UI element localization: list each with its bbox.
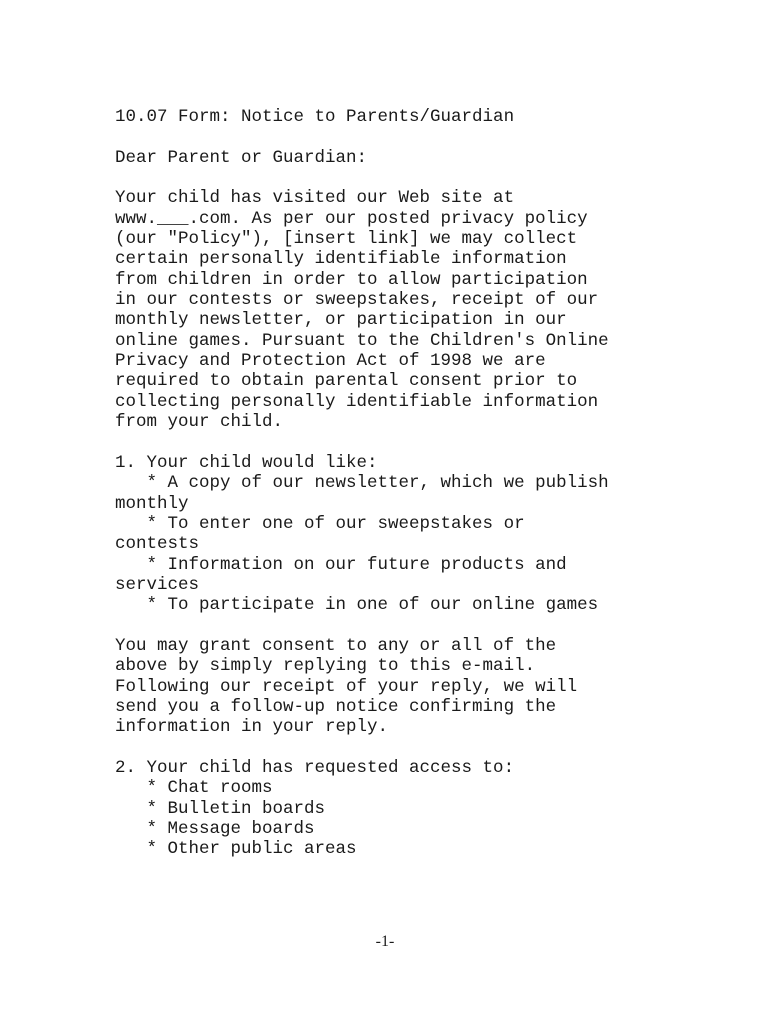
document-line: above by simply replying to this e-mail. — [115, 656, 536, 677]
document-line: send you a follow-up notice confirming the — [115, 696, 557, 717]
blank-line — [115, 127, 715, 147]
document-line: * Bulletin boards — [115, 798, 326, 819]
document-line: Your child has visited our Web site at — [115, 188, 515, 209]
document-line: in our contests or sweepstakes, receipt of our — [115, 290, 599, 311]
document-line: * Message boards — [115, 819, 315, 840]
document-line: www.___.com. As per our posted privacy policy — [115, 208, 588, 229]
document-line: monthly newsletter, or participation in our — [115, 310, 567, 331]
document-line: required to obtain parental consent prior to — [115, 371, 578, 392]
document-line: * A copy of our newsletter, which we publish — [115, 473, 609, 494]
document-line: from children in order to allow participation — [115, 269, 588, 290]
document-line: Following our receipt of your reply, we will — [115, 676, 578, 697]
document-line: * Chat rooms — [115, 778, 273, 799]
document-line: services — [115, 574, 200, 595]
document-line: * Other public areas — [115, 839, 357, 860]
document-line: information in your reply. — [115, 717, 389, 738]
document-line: * To participate in one of our online games — [115, 595, 599, 616]
blank-line — [115, 616, 715, 636]
document-line: monthly — [115, 493, 189, 514]
document-line: You may grant consent to any or all of the — [115, 635, 557, 656]
document-line: * To enter one of our sweepstakes or — [115, 513, 525, 534]
document-line: contests — [115, 534, 200, 555]
document-line: certain personally identifiable information — [115, 249, 567, 270]
blank-line — [115, 168, 715, 188]
page-number: -1- — [375, 933, 395, 950]
document-line: * Information on our future products and — [115, 554, 567, 575]
document-line: (our "Policy"), [insert link] we may collect — [115, 229, 578, 250]
document-line: from your child. — [115, 412, 284, 433]
document-line: Dear Parent or Guardian: — [115, 147, 368, 168]
document-line: Privacy and Protection Act of 1998 we are — [115, 351, 546, 372]
document-line: 1. Your child would like: — [115, 452, 378, 473]
blank-line — [115, 738, 715, 758]
document-line: 10.07 Form: Notice to Parents/Guardian — [115, 107, 515, 127]
blank-line — [115, 433, 715, 453]
document-line: collecting personally identifiable information — [115, 391, 599, 412]
document-line: 2. Your child has requested access to: — [115, 758, 515, 778]
document-body — [115, 107, 715, 860]
document-line: online games. Pursuant to the Children's Online — [115, 330, 609, 351]
